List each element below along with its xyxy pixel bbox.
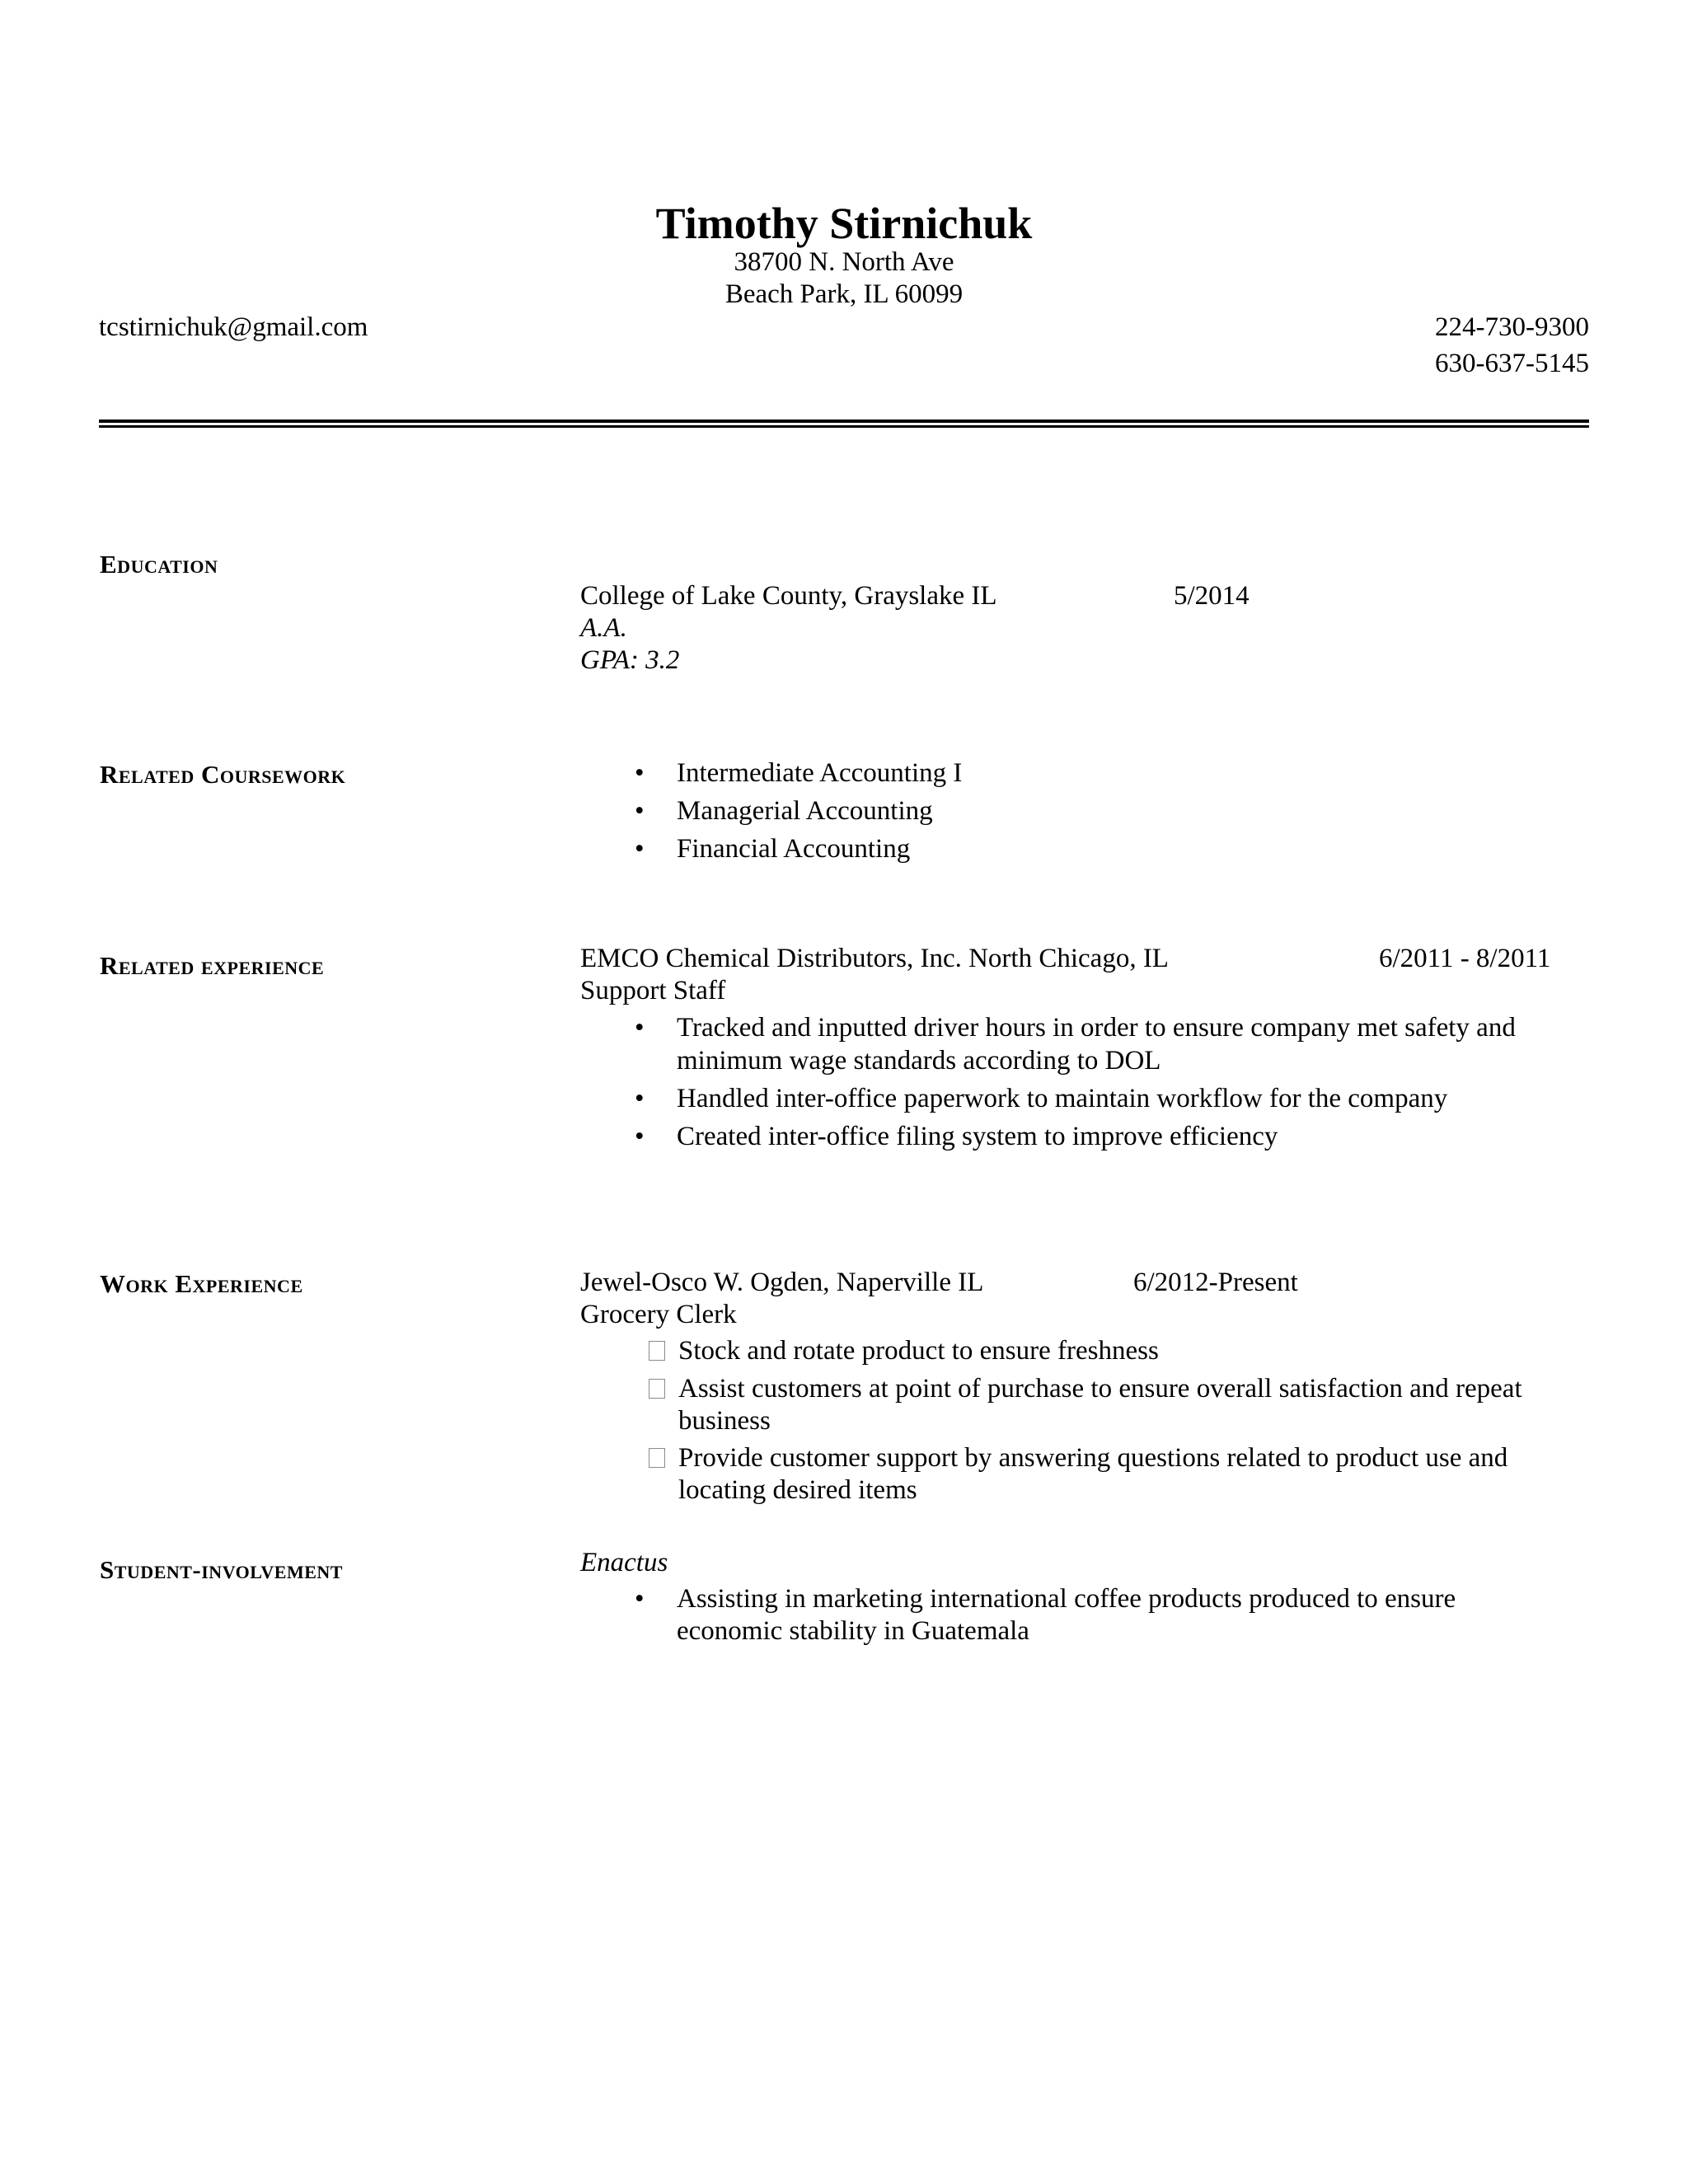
section-label-coursework: Related Coursework: [100, 760, 346, 789]
coursework-item: Intermediate Accounting I: [677, 758, 963, 788]
related-experience-bullet-continued: minimum wage standards according to DOL: [677, 1046, 1161, 1076]
related-experience-employer: EMCO Chemical Distributors, Inc. North Chicago, IL: [580, 944, 1169, 973]
related-experience-title: Support Staff: [580, 976, 726, 1005]
work-experience-title: Grocery Clerk: [580, 1300, 737, 1329]
header-rule-bottom: [99, 425, 1589, 428]
section-label-related-experience: Related experience: [100, 951, 325, 980]
education-degree: A.A.: [580, 613, 627, 643]
student-involvement-bullet-continued: economic stability in Guatemala: [677, 1616, 1029, 1646]
work-experience-bullet-continued: locating desired items: [678, 1475, 917, 1505]
education-school: College of Lake County, Grayslake IL: [580, 581, 997, 611]
section-label-work-experience: Work Experience: [100, 1269, 303, 1298]
bullet-icon: •: [635, 1584, 645, 1614]
work-experience-bullet: Stock and rotate product to ensure freshness: [678, 1336, 1159, 1366]
section-label-education: Education: [100, 550, 218, 579]
related-experience-bullet: Handled inter-office paperwork to maintain workflow for the company: [677, 1084, 1448, 1113]
address-line-2: Beach Park, IL 60099: [724, 279, 964, 309]
work-experience-bullet: Assist customers at point of purchase to ensure overall satisfaction and repeat: [678, 1374, 1522, 1404]
phone-secondary: 630-637-5145: [1435, 349, 1589, 378]
education-gpa: GPA: 3.2: [580, 645, 680, 675]
work-experience-dates: 6/2012-Present: [1133, 1268, 1298, 1297]
bullet-icon: •: [635, 796, 645, 826]
address-line-1: 38700 N. North Ave: [734, 247, 954, 277]
bullet-icon: •: [635, 1084, 645, 1113]
bullet-icon: •: [635, 1013, 645, 1043]
phone-primary: 224-730-9300: [1435, 312, 1589, 342]
related-experience-bullet: Tracked and inputted driver hours in order to ensure company met safety and: [677, 1013, 1516, 1043]
student-involvement-bullet: Assisting in marketing international coffee products produced to ensure: [677, 1584, 1456, 1614]
email: tcstirnichuk@gmail.com: [99, 312, 368, 342]
education-date: 5/2014: [1174, 581, 1250, 611]
candidate-name: Timothy Stirnichuk: [655, 199, 1033, 248]
checkbox-bullet-icon: [649, 1448, 665, 1468]
bullet-icon: •: [635, 834, 645, 864]
work-experience-bullet: Provide customer support by answering questions related to product use and: [678, 1443, 1508, 1473]
bullet-icon: •: [635, 1122, 645, 1151]
header-rule-top: [99, 419, 1589, 423]
related-experience-dates: 6/2011 - 8/2011: [1379, 944, 1551, 973]
checkbox-bullet-icon: [649, 1341, 665, 1361]
work-experience-bullet-continued: business: [678, 1406, 771, 1436]
related-experience-bullet: Created inter-office filing system to improve efficiency: [677, 1122, 1278, 1151]
student-involvement-org: Enactus: [580, 1548, 668, 1577]
coursework-item: Financial Accounting: [677, 834, 911, 864]
bullet-icon: •: [635, 758, 645, 788]
work-experience-employer: Jewel-Osco W. Ogden, Naperville IL: [580, 1268, 984, 1297]
coursework-item: Managerial Accounting: [677, 796, 933, 826]
section-label-student-involvement: Student-involvement: [100, 1555, 343, 1584]
checkbox-bullet-icon: [649, 1379, 665, 1399]
